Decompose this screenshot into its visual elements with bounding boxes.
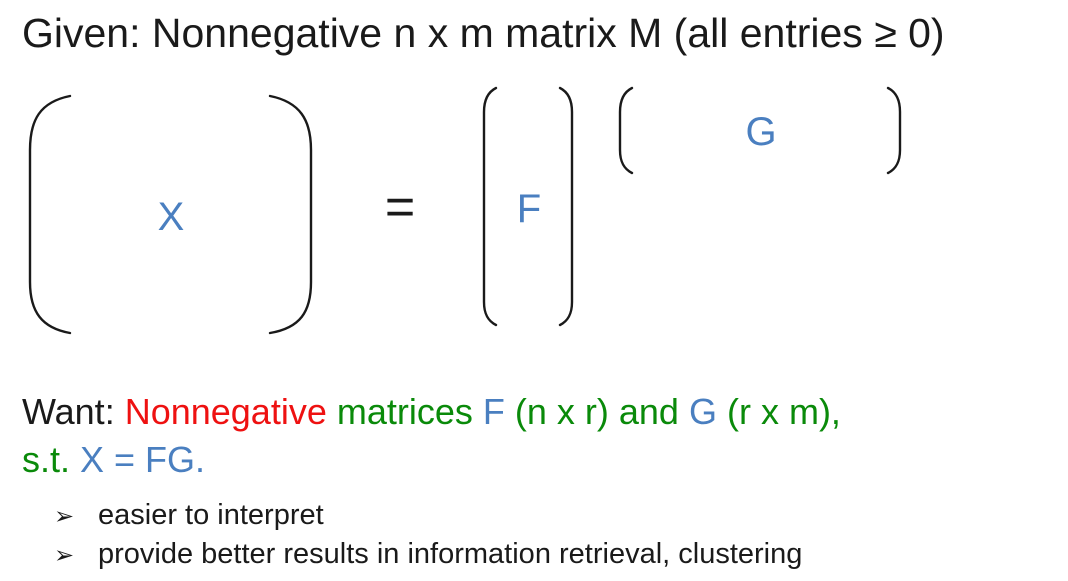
g-matrix-label: G <box>745 110 777 154</box>
x-matrix-label: X <box>157 195 185 239</box>
g-left-bracket <box>620 88 632 173</box>
nonnegative-word: Nonnegative <box>124 391 327 432</box>
list-item <box>54 535 802 574</box>
x-right-bracket <box>270 96 311 333</box>
equals-sign: = <box>384 178 416 236</box>
list-item <box>54 496 802 535</box>
matrices-word: matrices <box>326 391 483 432</box>
goal-line-1 <box>22 388 841 436</box>
bullet-text: provide better results in information retrieval, clustering <box>98 538 803 570</box>
arrow-bullet-icon: ➢ <box>54 541 75 569</box>
such-that: s.t. <box>22 439 81 480</box>
benefits-list <box>54 496 802 574</box>
f-right-bracket <box>560 88 572 325</box>
goal-line-2 <box>22 436 841 484</box>
f-dimensions: (n x r) and <box>504 391 689 432</box>
want-prefix: Want: <box>22 391 125 432</box>
slide-title: Given: Nonnegative n x m matrix M (all entries ≥ 0) <box>22 10 945 56</box>
f-matrix-label: F <box>516 187 542 231</box>
g-symbol: G <box>688 391 717 432</box>
factorization-equation: X = FG. <box>80 439 206 480</box>
arrow-bullet-icon: ➢ <box>54 502 75 530</box>
g-dimensions: (r x m), <box>716 391 841 432</box>
f-symbol: F <box>482 391 505 432</box>
x-left-bracket <box>30 96 70 333</box>
g-right-bracket <box>888 88 900 173</box>
bullet-text: easier to interpret <box>98 499 324 531</box>
f-left-bracket <box>484 88 496 325</box>
goal-statement <box>22 388 841 484</box>
